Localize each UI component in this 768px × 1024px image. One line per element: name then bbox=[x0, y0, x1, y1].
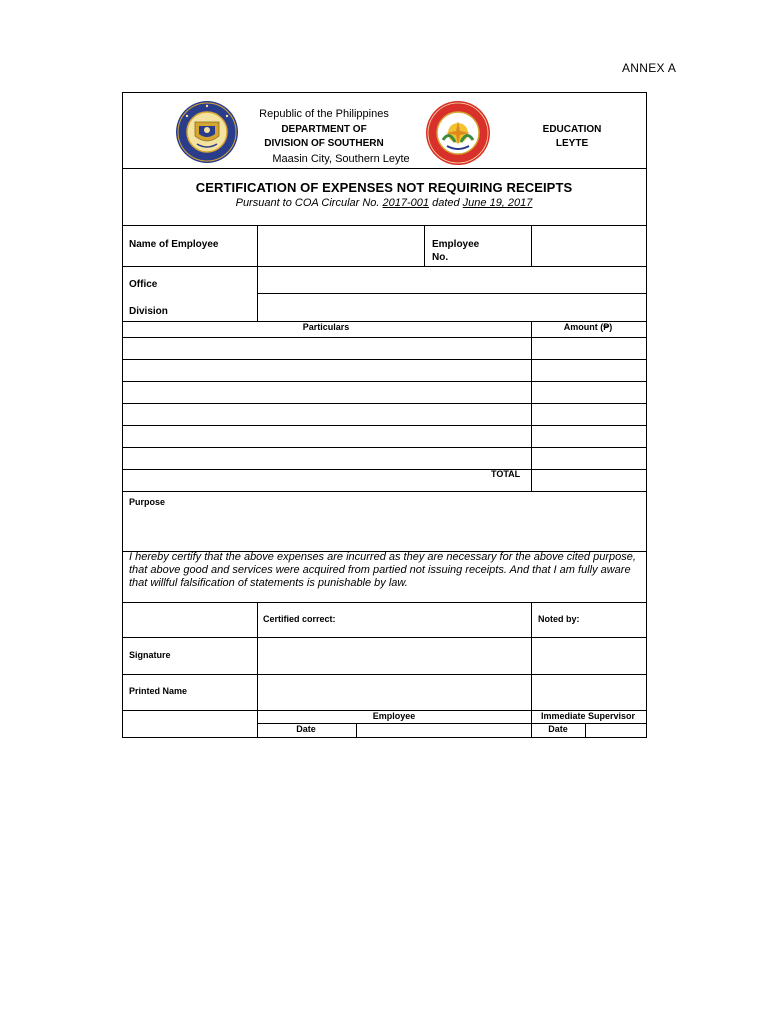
divider-row-5 bbox=[122, 447, 647, 448]
header-department: DEPARTMENT OF bbox=[281, 124, 367, 135]
header-division: DIVISION OF SOUTHERN bbox=[264, 138, 384, 149]
deped-seal-logo bbox=[175, 100, 239, 164]
circular-date: June 19, 2017 bbox=[462, 197, 533, 209]
form-border-top bbox=[122, 92, 647, 93]
annex-label: ANNEX A bbox=[622, 61, 677, 75]
certification-statement: I hereby certify that the above expenses are incurred as they are necessary for the above cited purpose, that above good and services were acquired from partied not issuing receipts. And that I am fully aware that willful falsification of statements is punishable by law. bbox=[129, 551, 636, 589]
form-subtitle bbox=[236, 197, 533, 209]
employee-date-field[interactable] bbox=[357, 724, 530, 737]
subtitle-prefix: Pursuant to COA Circular No. bbox=[235, 197, 383, 209]
form-title: CERTIFICATION OF EXPENSES NOT REQUIRING RECEIPTS bbox=[195, 180, 573, 195]
division-seal-logo bbox=[425, 100, 491, 166]
signature-label: Signature bbox=[129, 650, 171, 660]
divider-row-4 bbox=[122, 425, 647, 426]
amount-header: Amount (₱) bbox=[563, 322, 613, 332]
divider-certification bbox=[122, 602, 647, 603]
division-field[interactable] bbox=[258, 294, 645, 320]
office-field[interactable] bbox=[258, 267, 645, 292]
office-label: Office bbox=[129, 279, 158, 290]
employee-no-field[interactable] bbox=[532, 226, 645, 265]
supervisor-signature-field[interactable] bbox=[532, 638, 645, 673]
employee-signature-field[interactable] bbox=[258, 638, 530, 673]
printed-name-label: Printed Name bbox=[129, 686, 188, 696]
purpose-label: Purpose bbox=[129, 497, 166, 507]
purpose-field[interactable] bbox=[182, 492, 642, 550]
employee-printed-name-field[interactable] bbox=[258, 675, 530, 709]
form-border-right bbox=[646, 92, 647, 738]
noted-by-label: Noted by: bbox=[538, 614, 580, 624]
divider-row-2 bbox=[122, 381, 647, 382]
vline-empno-label bbox=[424, 225, 425, 266]
employee-no-label-2: No. bbox=[432, 252, 449, 263]
form-border-left bbox=[122, 92, 123, 738]
name-of-employee-field[interactable] bbox=[258, 226, 423, 265]
divider-row-1 bbox=[122, 359, 647, 360]
divider-particulars-header bbox=[122, 337, 647, 338]
total-label: TOTAL bbox=[491, 469, 521, 479]
header-city: Maasin City, Southern Leyte bbox=[272, 153, 410, 165]
vline-amount-col bbox=[531, 321, 532, 491]
header-republic: Republic of the Philippines bbox=[259, 108, 389, 120]
particulars-header: Particulars bbox=[302, 322, 350, 332]
employee-role-label: Employee bbox=[372, 711, 416, 721]
supervisor-printed-name-field[interactable] bbox=[532, 675, 645, 709]
certified-correct-label: Certified correct: bbox=[263, 614, 336, 624]
immediate-supervisor-label: Immediate Supervisor bbox=[540, 711, 636, 721]
supervisor-date-field[interactable] bbox=[586, 724, 645, 737]
certification-form bbox=[122, 92, 647, 738]
divider-total bbox=[122, 469, 647, 470]
division-label: Division bbox=[129, 306, 168, 317]
header-leyte: LEYTE bbox=[555, 138, 589, 149]
date-label-employee: Date bbox=[296, 724, 316, 734]
divider-header bbox=[122, 168, 647, 169]
date-label-supervisor: Date bbox=[548, 724, 568, 734]
employee-no-label-1: Employee bbox=[432, 239, 480, 250]
header-education: EDUCATION bbox=[542, 124, 602, 135]
subtitle-mid: dated bbox=[429, 197, 463, 209]
form-border-bottom bbox=[122, 737, 647, 738]
name-of-employee-label: Name of Employee bbox=[129, 239, 219, 250]
divider-row-3 bbox=[122, 403, 647, 404]
circular-number: 2017-001 bbox=[382, 197, 430, 209]
